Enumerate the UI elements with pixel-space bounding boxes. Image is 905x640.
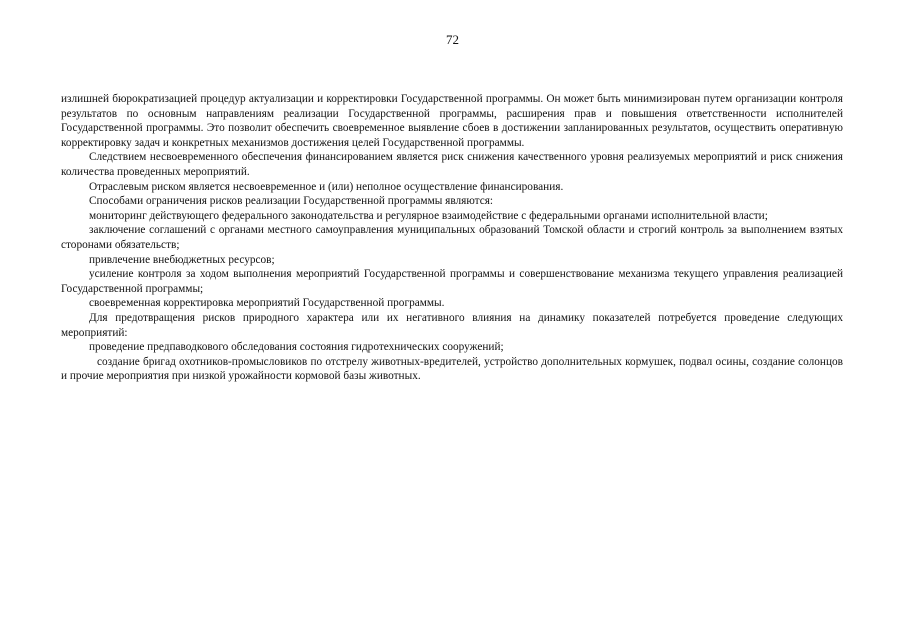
paragraph-monitoring: мониторинг действующего федерального законодательства и регулярное взаимодействие с федеральными органами исполнительной власти; bbox=[89, 209, 768, 222]
paragraph-continuation: излишней бюрократизацией процедур актуализации и корректировки Государственной программы. Он может быть минимизирован путем организации контроля результатов по основным направлениям реализации Государственной программы, расширения прав и повышения ответственности исполнителей Государственной программы. Это позволит обеспечить своевременное выявление сбоев в достижении запланированных результатов, осуществить оперативную корректировку задач и конкретных механизмов достижения целей Государственной программы. bbox=[61, 93, 843, 149]
paragraph-financing-risk: Следствием несвоевременного обеспечения финансированием является риск снижения качественного уровня реализуемых мероприятий и риск снижения количества проведенных мероприятий. bbox=[61, 151, 843, 178]
paragraph-natural-risks: Для предотвращения рисков природного характера или их негативного влияния на динамику показателей потребуется проведение следующих мероприятий: bbox=[61, 311, 843, 339]
paragraph-flood-survey: проведение предпаводкового обследования состояния гидротехнических сооружений; bbox=[89, 341, 504, 354]
paragraph-hunter-brigades: создание бригад охотников-промысловиков по отстрелу животных-вредителей, устройство дополнительных кормушек, подвал осины, создание солонцов и прочие мероприятия при низкой урожайности кормовой базы животных. bbox=[61, 355, 843, 383]
document-body bbox=[61, 92, 843, 384]
paragraph-control: усиление контроля за ходом выполнения мероприятий Государственной программы и совершенствование механизма текущего управления реализацией Государственной программы; bbox=[61, 268, 843, 295]
paragraph-extrabudgetary: привлечение внебюджетных ресурсов; bbox=[89, 253, 275, 266]
paragraph-adjustment: своевременная корректировка мероприятий Государственной программы. bbox=[89, 297, 445, 310]
page-number: 72 bbox=[446, 32, 459, 47]
paragraph-sector-risk: Отраслевым риском является несвоевременное и (или) неполное осуществление финансирования. bbox=[89, 180, 564, 193]
paragraph-risk-mitigation-intro: Способами ограничения рисков реализации Государственной программы являются: bbox=[89, 195, 494, 208]
paragraph-agreements: заключение соглашений с органами местного самоуправления муниципальных образований Томской области и строгий контроль за выполнением взятых сторонами обязательств; bbox=[61, 224, 843, 251]
